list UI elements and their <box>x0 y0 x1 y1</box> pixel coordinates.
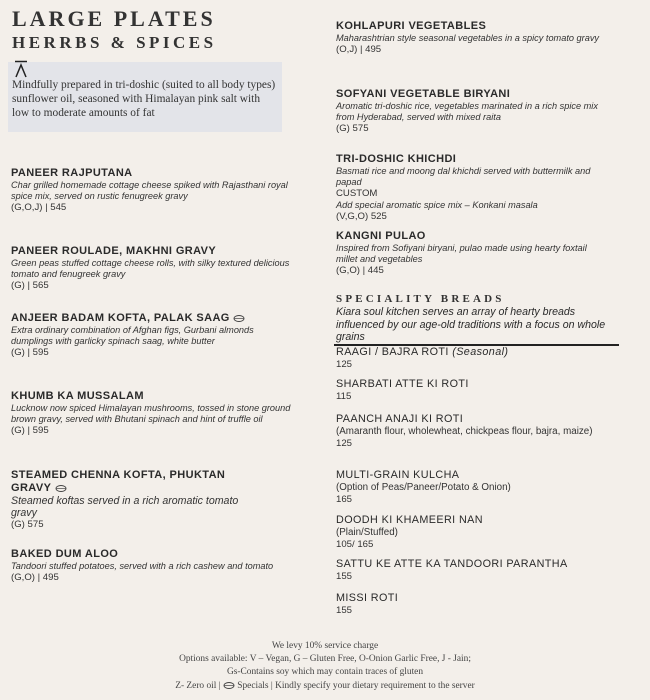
bread-note: (Plain/Stuffed) <box>336 527 398 538</box>
item-price: (G) | 595 <box>11 347 49 358</box>
bread-name: MULTI-GRAIN KULCHA <box>336 469 460 481</box>
bread-item <box>336 514 626 551</box>
bread-price: 105/ 165 <box>336 539 374 550</box>
bread-name: SATTU KE ATTE KA TANDOORI PARANTHA <box>336 558 568 570</box>
item-description: Char grilled homemade cottage cheese spiked with Rajasthani royal spice mix, served on rustic fenugreek gravy <box>11 180 288 201</box>
bread-name: PAANCH ANAJI KI ROTI <box>336 413 464 425</box>
item-description: Inspired from Sofiyani biryani, pulao made using hearty foxtail millet and vegetables <box>336 243 587 264</box>
menu-item <box>11 390 296 437</box>
item-name: SOFYANI VEGETABLE BIRYANI <box>336 88 511 100</box>
bread-price: 155 <box>336 605 353 616</box>
item-name: STEAMED CHENNA KOFTA, PHUKTAN GRAVY <box>11 469 226 494</box>
menu-item <box>336 88 608 135</box>
specials-leaf-icon <box>55 484 67 493</box>
specials-leaf-icon <box>233 314 245 323</box>
caret-up-icon <box>14 60 28 80</box>
item-price: (V,G,O) 525 <box>336 211 387 222</box>
item-description: Maharashtrian style seasonal vegetables in a spicy tomato gravy <box>336 33 600 43</box>
item-price: (G) | 595 <box>11 425 49 436</box>
item-name: KOHLAPURI VEGETABLES <box>336 20 487 32</box>
bread-item <box>336 469 626 506</box>
bread-price: 155 <box>336 571 353 582</box>
item-price: (G) | 565 <box>11 280 49 291</box>
bread-note: (Option of Peas/Paneer/Potato & Onion) <box>336 482 511 493</box>
bread-name-suffix: (Seasonal) <box>448 346 509 358</box>
bread-name: SHARBATI ATTE KI ROTI <box>336 378 469 390</box>
item-description: Green peas stuffed cottage cheese rolls, with silky textured delicious tomato and fenugreek gravy <box>11 258 290 279</box>
item-description: Lucknow now spiced Himalayan mushrooms, tossed in stone ground brown gravy, served with Bhutani spinach and hint of truffle oil <box>11 403 291 424</box>
item-description: Basmati rice and moong dal khichdi served with buttermilk and papad <box>336 166 591 187</box>
intro-box <box>8 62 282 132</box>
menu-item <box>11 548 296 584</box>
menu-item <box>11 469 296 531</box>
bread-name: RAAGI / BAJRA ROTI <box>336 346 449 358</box>
bread-item <box>336 346 626 371</box>
item-name: KANGNI PULAO <box>336 230 426 242</box>
item-name: ANJEER BADAM KOFTA, PALAK SAAG <box>11 312 230 324</box>
bread-note: (Amaranth flour, wholewheat, chickpeas flour, bajra, maize) <box>336 426 593 437</box>
menu-item <box>11 245 296 292</box>
footer-legend <box>0 680 650 693</box>
menu-item <box>336 230 606 277</box>
breads-description: Kiara soul kitchen serves an array of hearty breads influenced by our age-old traditions with a focus on whole grains <box>336 306 606 343</box>
item-name: KHUMB KA MUSSALAM <box>11 390 144 402</box>
item-description: Steamed koftas served in a rich aromatic tomato gravy <box>11 495 239 519</box>
footer-options: Options available: V – Vegan, G – Gluten Free, O-Onion Garlic Free, J - Jain; <box>179 654 471 665</box>
item-name: BAKED DUM ALOO <box>11 548 119 560</box>
footer-specials: Specials | Kindly specify your dietary requirement to the server <box>237 680 475 691</box>
breads-heading: SPECIALITY BREADS <box>336 293 505 305</box>
footer-service-charge: We levy 10% service charge <box>271 641 379 651</box>
bread-item <box>336 378 626 403</box>
intro-text: Mindfully prepared in tri-doshic (suited to all body types) sunflower oil, seasoned with Himalayan pink salt with low to moderate amounts of fat <box>12 79 276 119</box>
menu-item <box>336 153 606 223</box>
item-price: (G) 575 <box>336 123 369 134</box>
item-price: (G,O,J) | 545 <box>11 202 67 213</box>
item-name: TRI-DOSHIC KHICHDI <box>336 153 457 165</box>
bread-item <box>336 558 626 583</box>
bread-price: 125 <box>336 359 353 370</box>
item-name: PANEER RAJPUTANA <box>11 167 133 179</box>
footer <box>0 640 650 693</box>
bread-price: 115 <box>336 391 352 402</box>
item-price: (G,O) | 495 <box>11 572 59 583</box>
item-description: Extra ordinary combination of Afghan figs, Gurbani almonds dumplings with garlicky spinach saag, white butter <box>11 325 254 346</box>
custom-label: CUSTOM <box>336 188 378 199</box>
item-price: (G) 575 <box>11 519 44 530</box>
bread-name: DOODH KI KHAMEERI NAN <box>336 514 483 526</box>
menu-item <box>11 167 296 214</box>
footer-soy-note: Gs-Contains soy which may contain traces of gluten <box>226 667 424 678</box>
item-name: PANEER ROULADE, MAKHNI GRAVY <box>11 245 217 257</box>
item-description: Tandoori stuffed potatoes, served with a rich cashew and tomato <box>11 561 274 571</box>
page-subtitle: HERRBS & SPICES <box>12 33 217 52</box>
page-title: LARGE PLATES <box>12 6 216 31</box>
bread-item <box>336 592 626 617</box>
bread-name: MISSI ROTI <box>336 592 399 604</box>
item-price: (O,J) | 495 <box>336 44 382 55</box>
specials-leaf-icon <box>223 681 235 690</box>
menu-item <box>336 20 606 56</box>
footer-zero-oil: Z- Zero oil | <box>175 680 221 691</box>
bread-price: 125 <box>336 438 353 449</box>
menu-item <box>11 312 296 359</box>
bread-price: 165 <box>336 494 353 505</box>
item-description: Aromatic tri-doshic rice, vegetables marinated in a rich spice mix from Hyderabad, served with mixed raita <box>336 101 598 122</box>
item-price: (G,O) | 445 <box>336 265 384 276</box>
custom-description: Add special aromatic spice mix – Konkani masala <box>336 200 538 210</box>
bread-item <box>336 413 626 450</box>
